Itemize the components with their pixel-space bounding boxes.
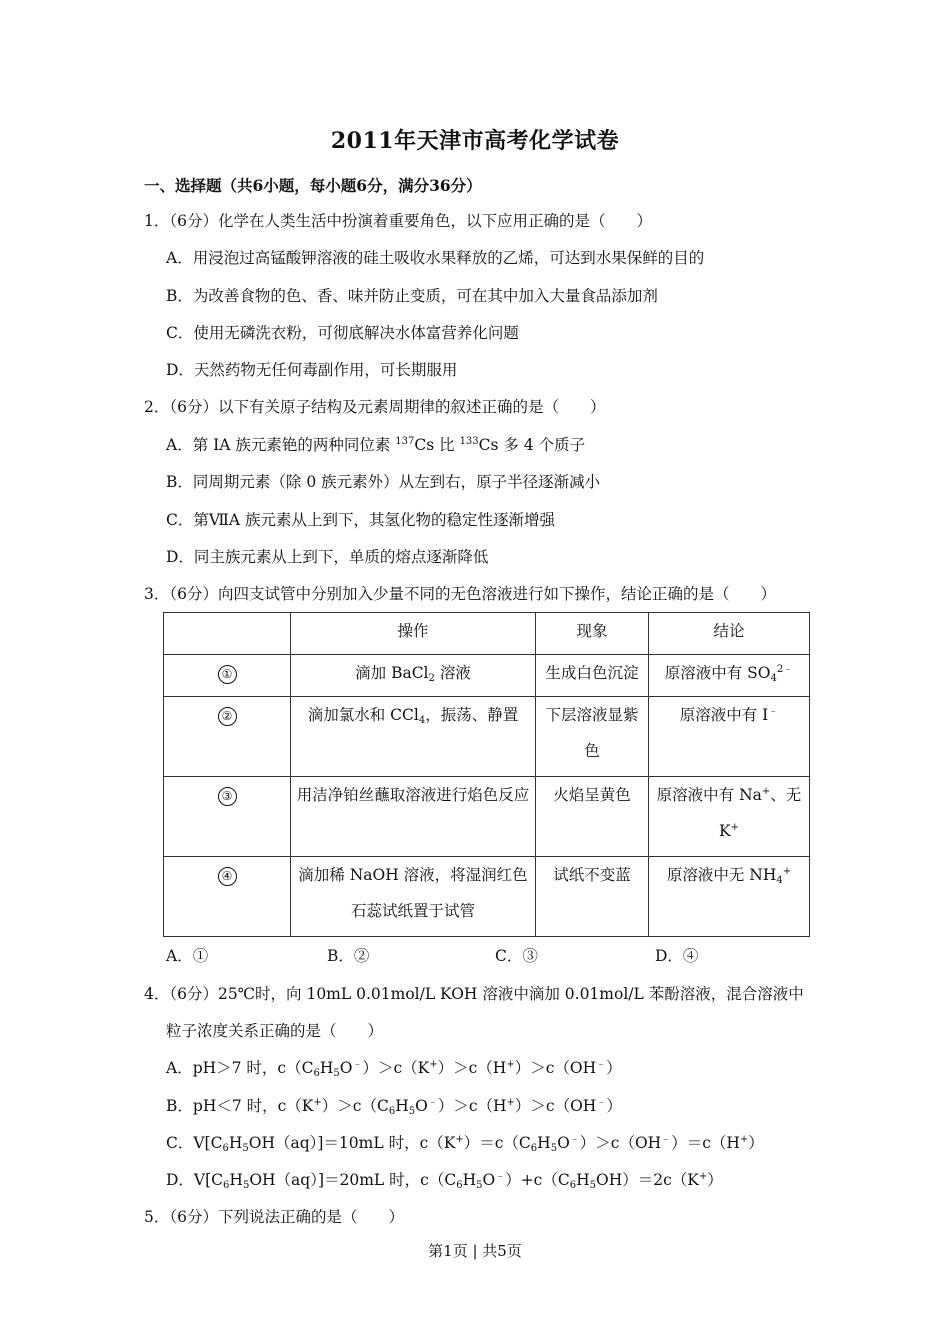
- table-header: 结论: [649, 613, 810, 655]
- table-header: 操作: [291, 613, 536, 655]
- observation-cell: 下层溶液显紫色: [536, 697, 649, 777]
- page-title: 2011年天津市高考化学试卷: [330, 128, 620, 154]
- row-number: ④: [164, 857, 291, 937]
- observation-cell: 火焰呈黄色: [536, 777, 649, 857]
- section-heading: 一、选择题（共6小题，每小题6分，满分36分）: [144, 176, 482, 195]
- q1-option-d: D．天然药物无任何毒副作用，可长期服用: [166, 361, 458, 379]
- q3-choice-a: A．①: [166, 947, 209, 965]
- observation-cell: 生成白色沉淀: [536, 655, 649, 697]
- table-row: [164, 697, 810, 777]
- q1-stem: 1．（6分）化学在人类生活中扮演着重要角色，以下应用正确的是（ ）: [144, 212, 652, 230]
- q2-option-c: C．第ⅦA 族元素从上到下，其氢化物的稳定性逐渐增强: [166, 511, 555, 529]
- row-number: ①: [164, 655, 291, 697]
- operation-cell: 用洁净铂丝蘸取溶液进行焰色反应: [291, 777, 536, 857]
- conclusion-cell: 原溶液中有 Na+、无 K+: [649, 777, 810, 857]
- q4-option-b: B．pH＜7 时，$c(K^+)>c(C_6H_5O^﹣)>c(H^+)>c(OH^﹣)$: [166, 1097, 622, 1117]
- table-row: [164, 655, 810, 697]
- observation-cell: 试纸不变蓝: [536, 857, 649, 937]
- q4-option-a: A．pH＞7 时，$c(C_6H_5O^﹣)>c(K^+)>c(H^+)>c(OH^﹣)$: [166, 1059, 622, 1079]
- operation-cell: 滴加稀 NaOH 溶液，将湿润红色石蕊试纸置于试管: [291, 857, 536, 937]
- row-number: ②: [164, 697, 291, 777]
- q1-option-c: C．使用无磷洗衣粉，可彻底解决水体富营养化问题: [166, 324, 519, 342]
- row-number: ③: [164, 777, 291, 857]
- q3-choice-c: C．③: [495, 947, 538, 965]
- table-row: [164, 857, 810, 937]
- q4-stem-line2: 粒子浓度关系正确的是（ ）: [166, 1022, 384, 1040]
- table-row: [164, 777, 810, 857]
- q4-option-d: D．$V[C_6H_5OH(aq)]=20mL$ 时，$c(C_6H_5O^﹣)+c(C_6H_5OH)=2c(K^+)$: [166, 1171, 723, 1191]
- table-header: 现象: [536, 613, 649, 655]
- conclusion-cell: 原溶液中有 $SO_4^{2﹣}$: [649, 655, 810, 697]
- table-header: [164, 613, 291, 655]
- page-footer: 第1页 | 共5页: [428, 1242, 522, 1260]
- q4-stem-line1: 4．（6分）25℃时，向 10mL 0.01mol/L KOH 溶液中滴加 0.01mol/L 苯酚溶液，混合溶液中: [144, 985, 804, 1003]
- q3-choice-b: B．②: [327, 947, 370, 965]
- q2-option-a: A．第 IA 族元素铯的两种同位素 $^{137}$Cs 比 $^{133}$Cs 多 4 个质子: [166, 436, 586, 454]
- q1-option-a: A．用浸泡过高锰酸钾溶液的硅土吸收水果释放的乙烯，可达到水果保鲜的目的: [166, 249, 705, 267]
- conclusion-cell: 原溶液中无 $NH_4^+$: [649, 857, 810, 937]
- table-header-row: [164, 613, 810, 655]
- operation-cell: 滴加 BaCl$_2$ 溶液: [291, 655, 536, 697]
- q5-stem: 5．（6分）下列说法正确的是（ ）: [144, 1208, 404, 1226]
- conclusion-cell: 原溶液中有 I﹣: [649, 697, 810, 777]
- q2-option-d: D．同主族元素从上到下，单质的熔点逐渐降低: [166, 548, 489, 566]
- q3-choice-d: D．④: [655, 947, 699, 965]
- operation-cell: 滴加氯水和 CCl$_4$，振荡、静置: [291, 697, 536, 777]
- q2-stem: 2．（6分）以下有关原子结构及元素周期律的叙述正确的是（ ）: [144, 398, 606, 416]
- q4-option-c: C．$V[C_6H_5OH(aq)]=10mL$ 时，$c(K^+)=c(C_6H_5O^﹣)>c(OH^﹣)=c(H^+)$: [166, 1134, 764, 1154]
- q3-stem: 3．（6分）向四支试管中分别加入少量不同的无色溶液进行如下操作，结论正确的是（ ）: [144, 585, 776, 603]
- q1-option-b: B．为改善食物的色、香、味并防止变质，可在其中加入大量食品添加剂: [166, 287, 658, 305]
- experiment-table: [163, 612, 810, 937]
- q2-option-b: B．同周期元素（除 0 族元素外）从左到右，原子半径逐渐减小: [166, 473, 601, 491]
